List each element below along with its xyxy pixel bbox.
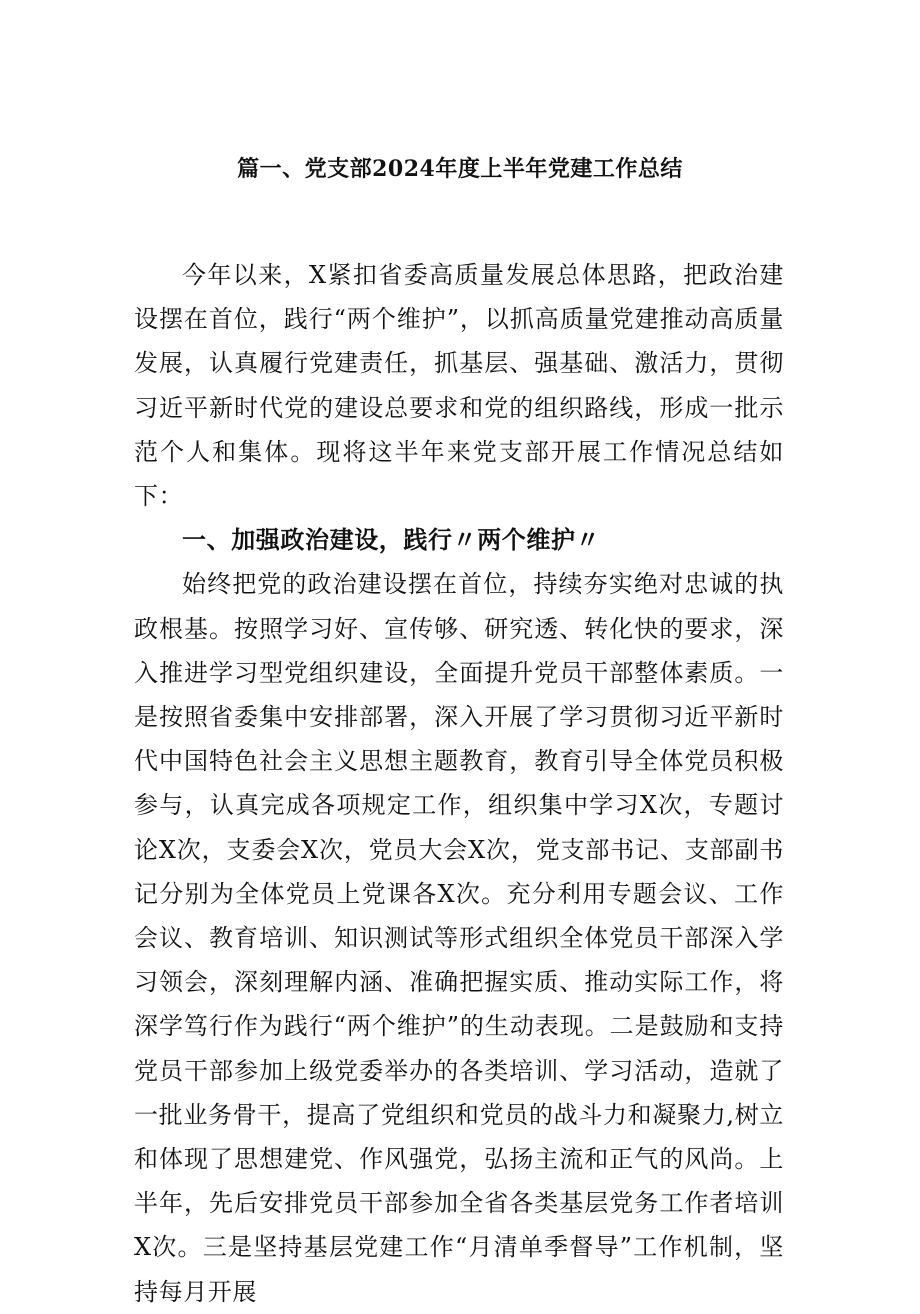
document-title: 篇一、党支部2024年度上半年党建工作总结 xyxy=(237,156,683,182)
section-paragraph: 始终把党的政治建设摆在首位，持续夯实绝对忠诚的执政根基。按照学习好、宣传够、研究透、转化快的要求，深入推进学习型党组织建设，全面提升党员干部整体素质。一是按照省委集中安排部署，深入开展了学习贯彻习近平新时代中国特色社会主义思想主题教育，教育引导全体党员积极参与，认真完成各项规定工作，组织集中学习X次，专题讨论X次，支委会X次，党员大会X次，党支部书记、支部副书记分别为全体党员上党课各X次。充分利用专题会议、工作会议、教育培训、知识测试等形式组织全体党员干部深入学习领会，深刻理解内涵、准确把握实质、推动实际工作，将深学笃行作为践行“两个维护”的生动表现。二是鼓励和支持党员干部参加上级党委举办的各类培训、学习活动，造就了一批业务骨干，提高了党组织和党员的战斗力和凝聚力,树立和体现了思想建党、作风强党，弘扬主流和正气的风尚。上半年，先后安排党员干部参加全省各类基层党务工作者培训X次。三是坚持基层党建工作“月清单季督导”工作机制，坚持每月开展 xyxy=(134,570,784,1306)
document-body xyxy=(134,253,784,1314)
intro-paragraph: 今年以来，X紧扣省委高质量发展总体思路，把政治建设摆在首位，践行“两个维护”，以抓高质量党建推动高质量发展，认真履行党建责任，抓基层、强基础、激活力，贯彻习近平新时代党的建设总要求和党的组织路线，形成一批示范个人和集体。现将这半年来党支部开展工作情况总结如下： xyxy=(134,261,784,511)
section-heading: 一、加强政治建设，践行〃两个维护〃 xyxy=(182,525,601,555)
